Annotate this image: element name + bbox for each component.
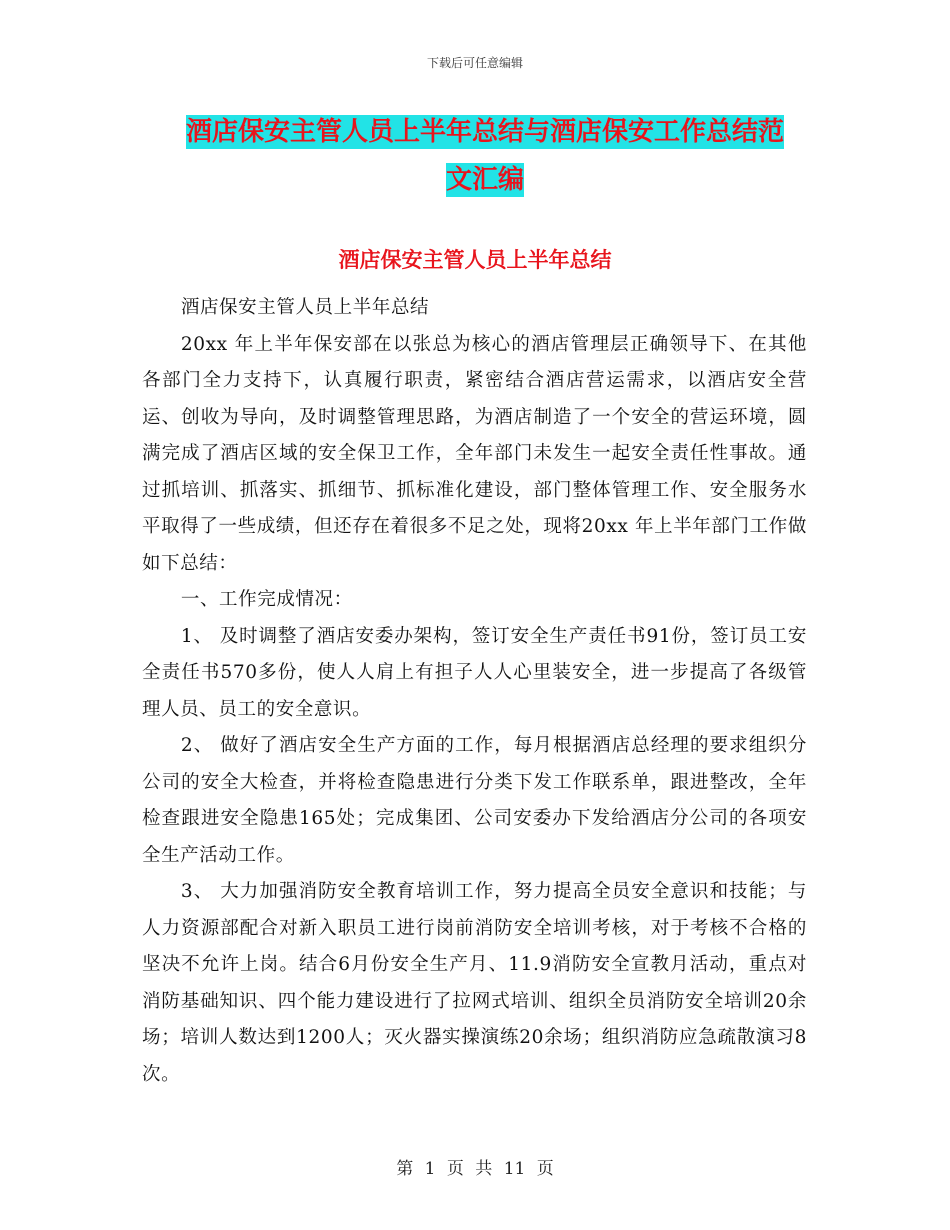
- page-footer: 第 1 页 共 11 页: [396, 1159, 554, 1179]
- section-title: 酒店保安主管人员上半年总结: [338, 248, 612, 272]
- page-header-note: 下载后可任意编辑: [426, 56, 523, 70]
- paragraph: 3、 大力加强消防安全教育培训工作，努力提高全员安全意识和技能；与人力资源部配合对新入职员工进行岗前消防安全培训考核，对于考核不合格的坚决不允许上岗。结合6月份安全生产月、11.9消防安全宣教月活动，重点对消防基础知识、四个能力建设进行了拉网式培训、组织全员消防安全培训20余场；培训人数达到1200人；灭火器实操演练20余场；组织消防应急疏散演习8次。: [142, 881, 807, 1085]
- paragraph: 一、工作完成情况：: [180, 589, 353, 610]
- paragraph: 酒店保安主管人员上半年总结: [180, 297, 430, 318]
- paragraph: 2、 做好了酒店安全生产方面的工作，每月根据酒店总经理的要求组织分公司的安全大检查，并将检查隐患进行分类下发工作联系单，跟进整改，全年检查跟进安全隐患165处；完成集团、公司安委办下发给酒店分公司的各项安全生产活动工作。: [142, 735, 807, 866]
- paragraph: 1、 及时调整了酒店安委办架构，签订安全生产责任书91份，签订员工安全责任书570多份，使人人肩上有担子人人心里装安全，进一步提高了各级管理人员、员工的安全意识。: [142, 625, 807, 720]
- paragraph: 20xx 年上半年保安部在以张总为核心的酒店管理层正确领导下、在其他各部门全力支持下，认真履行职责，紧密结合酒店营运需求，以酒店安全营运、创收为导向，及时调整管理思路，为酒店制造了一个安全的营运环境，圆满完成了酒店区域的安全保卫工作，全年部门未发生一起安全责任性事故。通过抓培训、抓落实、抓细节、抓标准化建设，部门整体管理工作、安全服务水平取得了一些成绩，但还存在着很多不足之处，现将20xx 年上半年部门工作做如下总结：: [142, 333, 807, 574]
- body-text: [142, 290, 807, 1093]
- document-title-line-2: 文汇编: [445, 165, 524, 195]
- document-title-line-1: 酒店保安主管人员上半年总结与酒店保安工作总结范: [185, 117, 784, 147]
- document-title: [150, 108, 820, 204]
